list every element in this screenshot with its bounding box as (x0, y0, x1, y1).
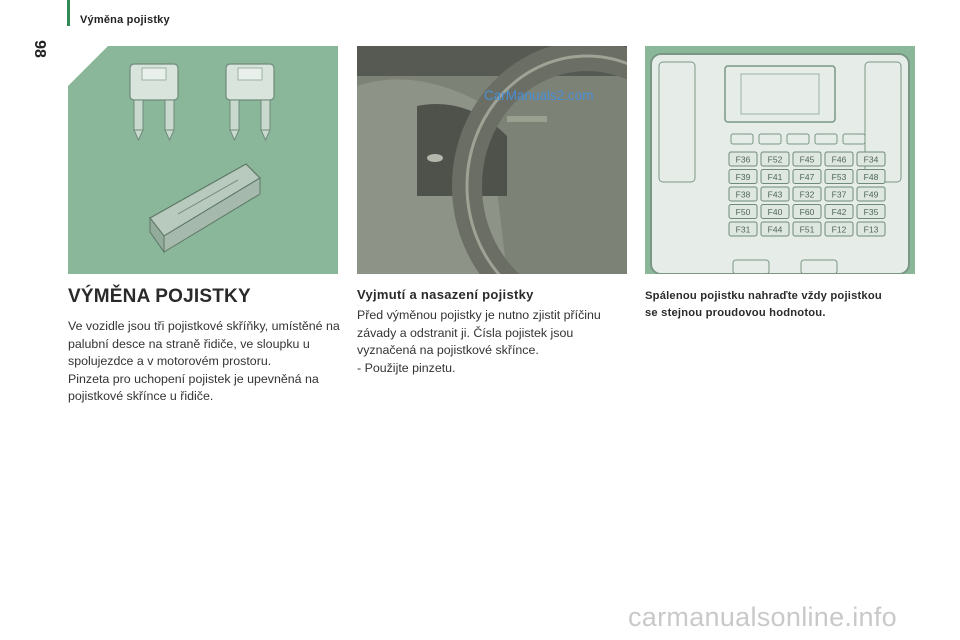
removal-subtitle: Vyjmutí a nasazení pojistky (357, 287, 534, 302)
watermark-top[interactable]: CarManuals2.com (484, 88, 594, 103)
fuse-label: F38 (735, 189, 751, 200)
fuse-label: F12 (831, 224, 847, 235)
fuse-label: F52 (767, 154, 783, 165)
fuse-label: F45 (799, 154, 815, 165)
section-header: Výměna pojistky (80, 14, 170, 26)
tweezers-paragraph: Pinzeta pro uchopení pojistek je upevněná na pojistkové skřínce u řidiče. (68, 371, 319, 403)
fuse-label: F31 (735, 224, 751, 235)
fuse-label: F36 (735, 154, 751, 165)
section-accent-bar (67, 0, 70, 26)
fuse-label: F44 (767, 224, 783, 235)
fuse-label: F60 (799, 207, 815, 217)
fuse-box-diagram (645, 46, 915, 274)
removal-step: - Použijte pinzetu. (357, 360, 456, 375)
fuse-label: F50 (735, 207, 751, 217)
fuse-label: F49 (863, 189, 879, 200)
fuses-illustration (68, 46, 338, 274)
fuse-label: F42 (831, 207, 847, 217)
intro-paragraph: Ve vozidle jsou tři pojistkové skříňky, umístěné na palubní desce na straně řidiče, ve sloupku u spolujezdce a v motorovém prostoru. (68, 319, 340, 368)
fuse-label: F39 (735, 172, 751, 182)
fuse-label: F41 (767, 172, 783, 182)
watermark-bottom[interactable]: carmanualsonline.info (628, 602, 897, 632)
page-title: VÝMĚNA POJISTKY (68, 286, 251, 307)
fuse-label: F13 (863, 224, 879, 235)
fuse-label: F51 (799, 224, 815, 235)
warning-note: Spálenou pojistku nahraďte vždy pojistkou se stejnou proudovou hodnotou. (645, 290, 882, 319)
fuse-label: F32 (799, 189, 815, 200)
intro-text (68, 318, 340, 406)
fuse-label: F35 (863, 207, 879, 217)
fuse-label: F48 (863, 172, 879, 182)
fuse-label: F47 (799, 172, 815, 182)
removal-text (357, 307, 629, 377)
fuse-label: F43 (767, 189, 783, 200)
fuse-label: F53 (831, 172, 847, 182)
removal-paragraph: Před výměnou pojistky je nutno zjistit příčinu závady a odstranit ji. Čísla pojistek jsou vyznačená na pojistkové skřínce. (357, 308, 601, 357)
fuse-label: F40 (767, 207, 783, 217)
dashboard-photo (357, 46, 627, 274)
fuse-label: F37 (831, 189, 847, 200)
fuse-label: F34 (863, 154, 879, 165)
page-number: 98 (30, 40, 48, 58)
fuse-label: F46 (831, 154, 847, 165)
